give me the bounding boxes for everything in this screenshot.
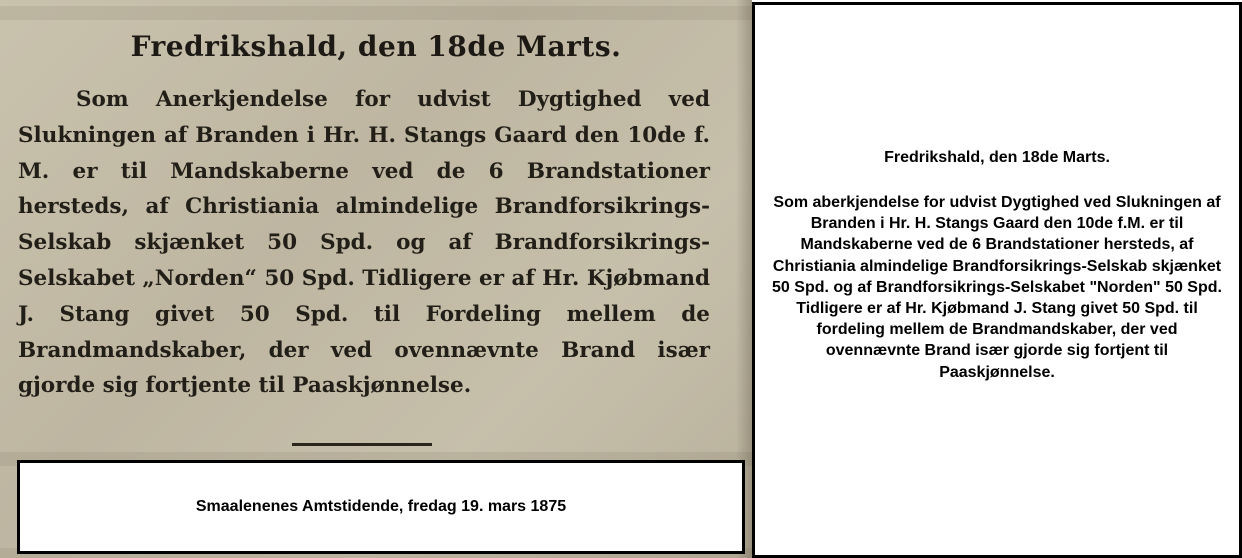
bleed-through-line — [0, 6, 752, 20]
clipping-heading: Fredrikshald, den 18de Marts. — [130, 30, 622, 63]
transcription-title: Fredrikshald, den 18de Marts. — [884, 149, 1110, 166]
transcription-panel — [752, 2, 1242, 558]
source-caption-box — [17, 460, 745, 554]
clipping-divider — [292, 443, 432, 446]
transcription-body: Som aberkjendelse for udvist Dygtighed ved Slukningen af Branden i Hr. H. Stangs Gaard den 10de f.M. er til Mandskaberne ved de 6 Brandstationer hersteds, af Christiania almindelige Brandforsikrings-Selskab skjænket 50 Spd. og af Brandforsikrings-Selskabet "Norden" 50 Spd. Tidligere er af Hr. Kjøbmand J. Stang givet 50 Spd. til fordeling mellem de Brandmandskaber, der ved ovennævnte Brand især gjorde sig fortjent til Paaskjønnelse. — [772, 194, 1222, 381]
clipping-body: Som Anerkjendelse for udvist Dygtighed ved Slukningen af Branden i Hr. H. Stangs Gaard den 10de f. M. er til Mandskaberne ved de 6 Brandstationer hersteds, af Christiania almindelige Brandforsikrings-Selskab skjænket 50 Spd. og af Brandforsikrings-Selskabet „Norden“ 50 Spd. Tidligere er af Hr. Kjøbmand J. Stang givet 50 Spd. til Fordeling mellem de Brandmandskaber, der ved ovennævnte Brand især gjorde sig fortjente til Paaskjønnelse. — [18, 87, 710, 399]
source-caption: Smaalenenes Amtstidende, fredag 19. mars 1875 — [195, 498, 567, 515]
